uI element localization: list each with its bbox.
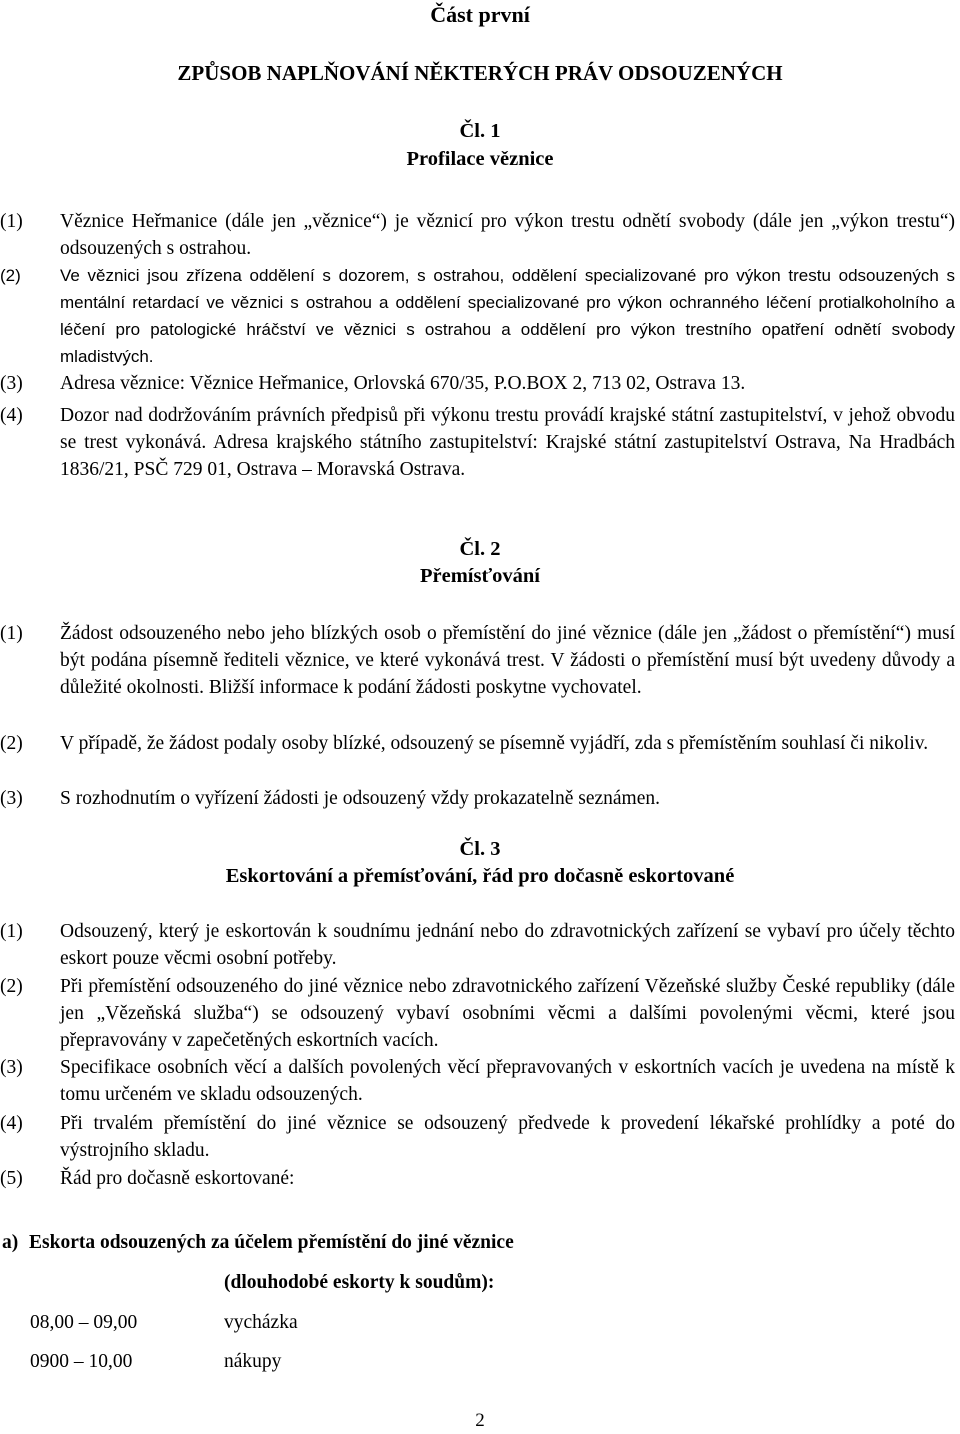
paragraph-text: Odsouzený, který je eskortován k soudnímu jednání nebo do zdravotnických zařízení se vybaví pro účely těchto eskort pouze věcmi osobní potřeby.: [60, 921, 955, 969]
schedule-activity: vycházka: [224, 1312, 298, 1333]
paragraph-text: Žádost odsouzeného nebo jeho blízkých osob o přemístění do jiné věznice (dále jen „žádost o přemístění“) musí být podána písemně řediteli věznice, ve které vykonává trest. V žádosti o přemístění musí být uvedeny důvody a důležité okolnosti. Bližší informace k podání žádosti poskytne vychovatel.: [60, 623, 955, 698]
paragraph-text: Adresa věznice: Věznice Heřmanice, Orlovská 670/35, P.O.BOX 2, 713 02, Ostrava 13.: [60, 373, 746, 394]
subsection-subtitle: (dlouhodobé eskorty k soudům):: [224, 1272, 495, 1293]
paragraph-number: (5): [0, 1168, 23, 1189]
paragraph-text: S rozhodnutím o vyřízení žádosti je odsouzený vždy prokazatelně seznámen.: [60, 788, 660, 809]
paragraph-number: (2): [0, 266, 21, 285]
subsection-heading: [2, 1232, 514, 1254]
article-3-number: Čl. 3: [459, 838, 501, 860]
schedule-time: 0900 – 10,00: [30, 1351, 133, 1372]
paragraph-number: (2): [0, 733, 23, 754]
article-2-number: Čl. 2: [459, 538, 501, 560]
paragraph-text: V případě, že žádost podaly osoby blízké, odsouzený se písemně vyjádří, zda s přemístěním souhlasí či nikoliv.: [60, 733, 929, 754]
paragraph-text: Při trvalém přemístění do jiné věznice se odsouzený předvede k provedení lékařské prohlídky a poté do výstrojního skladu.: [60, 1113, 955, 1161]
article-2-title: Přemísťování: [420, 565, 540, 587]
paragraph-number: (1): [0, 921, 23, 942]
paragraph-text: Při přemístění odsouzeného do jiné věznice nebo zdravotnického zařízení Vězeňské služby České republiky (dále jen „Vězeňská služba“) se odsouzený vybaví osobními věcmi a dalšími povolenými věcmi, které jsou přepravovány v zapečetěných eskortních vacích.: [60, 976, 955, 1051]
paragraph-number: (3): [0, 373, 23, 394]
paragraph-number: (4): [0, 1113, 23, 1134]
subsection-title: Eskorta odsouzených za účelem přemístění do jiné věznice: [29, 1232, 514, 1253]
paragraph-text: Dozor nad dodržováním právních předpisů při výkonu trestu provádí krajské státní zastupitelství, v jehož obvodu se trest vykonává. Adresa krajského státního zastupitelství: Krajské státní zastupitelství Ostrava, Na Hradbách 1836/21, PSČ 729 01, Ostrava – Moravská Ostrava.: [60, 405, 955, 480]
page-number: 2: [475, 1410, 485, 1431]
paragraph-text: Věznice Heřmanice (dále jen „věznice“) je věznicí pro výkon trestu odnětí svobody (dále jen „výkon trestu“) odsouzených s ostrahou.: [60, 211, 955, 259]
article-1-title: Profilace věznice: [406, 148, 554, 170]
paragraph-text: Specifikace osobních věcí a dalších povolených věcí přepravovaných v eskortních vacích je uvedena na místě k tomu určeném ve skladu odsouzených.: [60, 1057, 955, 1105]
part-title: Část první: [430, 2, 530, 27]
paragraph-number: (3): [0, 788, 23, 809]
document-heading: ZPŮSOB NAPLŇOVÁNÍ NĚKTERÝCH PRÁV ODSOUZENÝCH: [177, 61, 783, 85]
schedule-activity: nákupy: [224, 1351, 282, 1372]
schedule-time: 08,00 – 09,00: [30, 1312, 138, 1333]
article-3-title: Eskortování a přemísťování, řád pro dočasně eskortované: [225, 865, 735, 887]
paragraph-number: (3): [0, 1057, 23, 1078]
paragraph-number: (1): [0, 623, 23, 644]
paragraph-text: Řád pro dočasně eskortované:: [60, 1168, 295, 1189]
paragraph-text: Ve věznici jsou zřízena oddělení s dozorem, s ostrahou, oddělení specializované pro výkon trestu odsouzených s mentální retardací ve věznici s ostrahou a oddělení specializované pro výkon ochranného léčení protialkoholního a léčení pro patologické hráčství ve věznici s ostrahou a oddělení pro výkon trestního opatření odnětí svobody mladistvých.: [60, 266, 955, 366]
paragraph-number: (4): [0, 405, 23, 426]
article-1-number: Čl. 1: [459, 120, 501, 142]
subsection-label: a): [2, 1232, 19, 1253]
paragraph-number: (1): [0, 211, 23, 232]
paragraph-number: (2): [0, 976, 23, 997]
